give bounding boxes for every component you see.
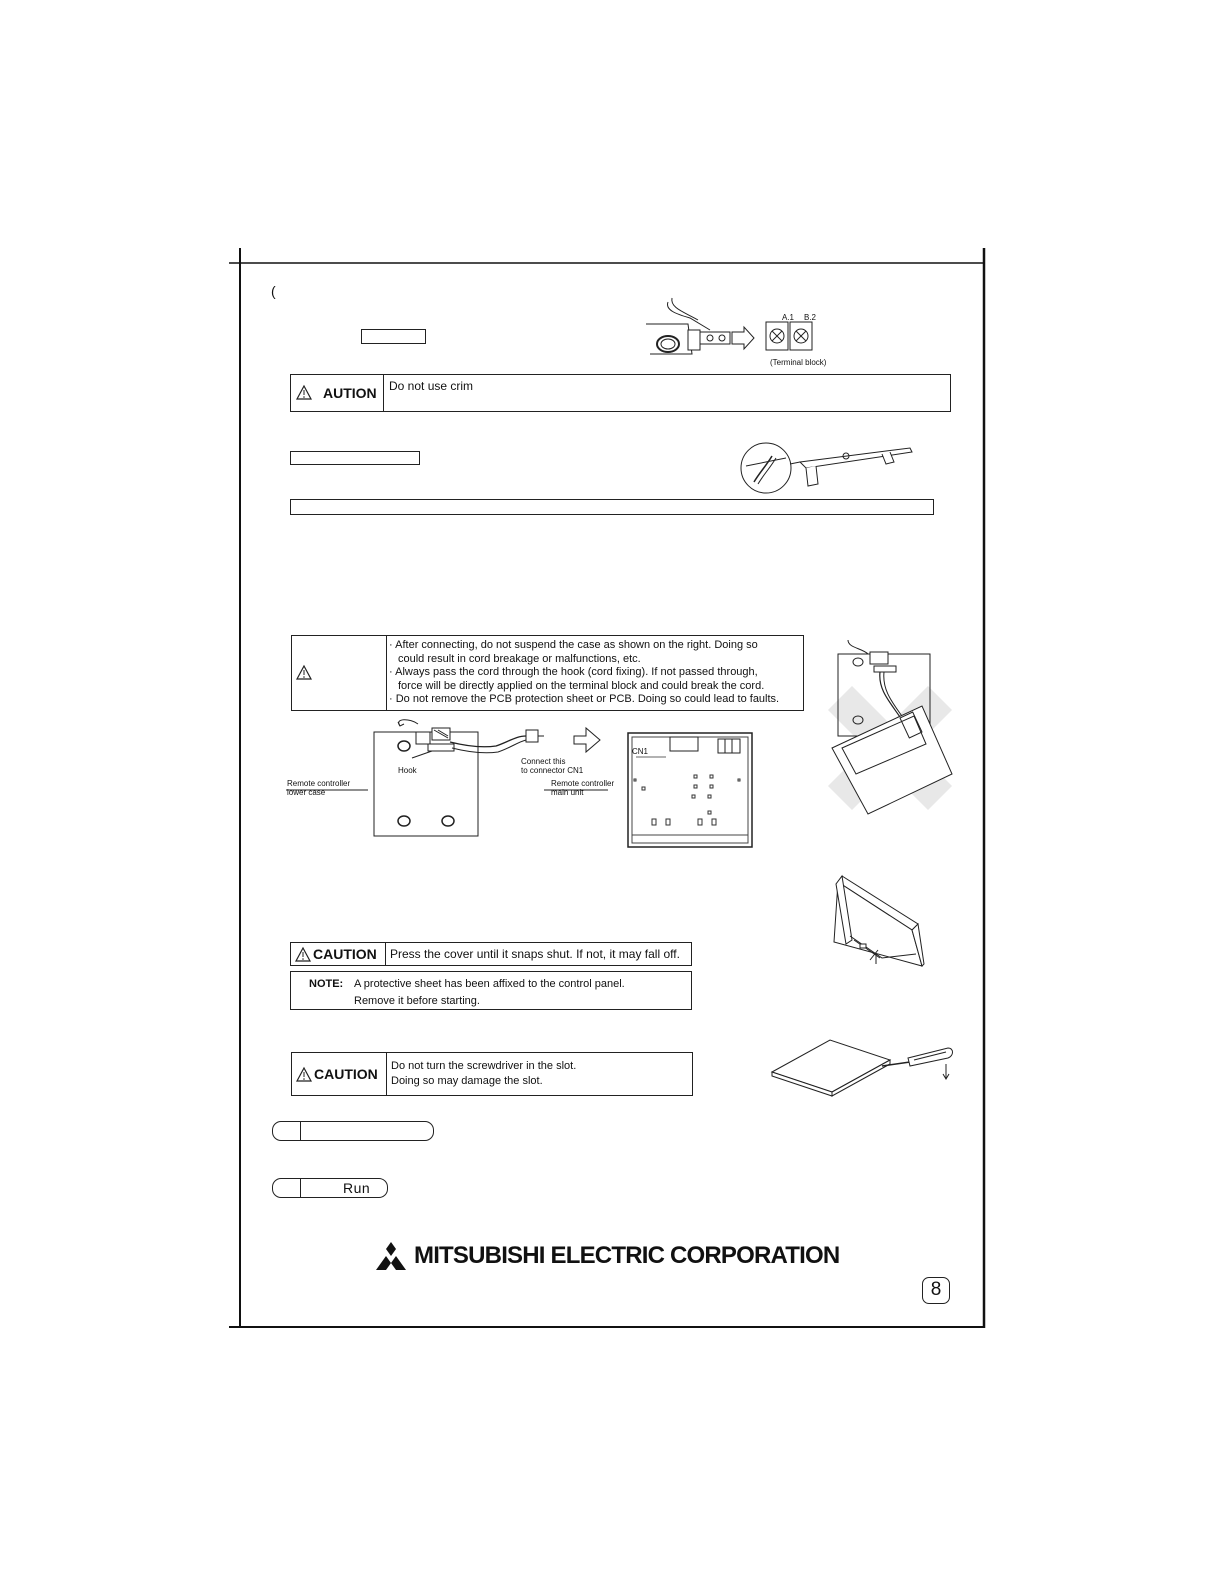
caution-box-cover — [290, 942, 692, 966]
mitsubishi-diamonds-icon — [374, 1242, 408, 1270]
caution-line2: Doing so may damage the slot. — [391, 1075, 543, 1087]
screwdriver-illustration — [770, 1038, 955, 1098]
note-box — [290, 971, 692, 1010]
note-line2: Remove it before starting. — [354, 995, 480, 1007]
terminal-block-caption: (Terminal block) — [770, 358, 827, 367]
caution-item-continuation: could result in cord breakage or malfunctions, etc. — [398, 652, 641, 665]
warning-triangle-icon — [296, 665, 312, 685]
company-logo — [374, 1241, 839, 1271]
main-unit-label-line2: main unit — [551, 788, 584, 797]
open-paren: ( — [271, 283, 276, 299]
caution-text: Press the cover until it snaps shut. If not, it may fall off. — [390, 947, 680, 961]
caution-label: CAUTION — [314, 1066, 378, 1082]
empty-wide-box — [290, 499, 934, 515]
note-label: NOTE: — [309, 978, 344, 990]
lower-case-label-line2: lower case — [287, 788, 326, 797]
caution-box-screwdriver — [291, 1052, 693, 1096]
empty-label-box — [290, 451, 420, 465]
connect-label-line1: Connect this — [521, 757, 566, 766]
caution-item-continuation: force will be directly applied on the terminal block and could break the cord. — [398, 679, 765, 692]
terminal-label-b: B.2 — [804, 313, 817, 322]
page-number: 8 — [922, 1277, 950, 1304]
section-pill — [272, 1121, 434, 1141]
run-pill — [272, 1178, 388, 1198]
cn1-label: CN1 — [632, 747, 649, 756]
caution-line1: Do not turn the screwdriver in the slot. — [391, 1060, 577, 1072]
run-label: Run — [343, 1180, 371, 1196]
connect-label-line2: to connector CN1 — [521, 766, 584, 775]
company-name: MITSUBISHI ELECTRIC CORPORATION — [414, 1242, 840, 1269]
do-not-suspend-illustration — [822, 640, 962, 825]
lower-case-label-line1: Remote controller — [287, 779, 351, 788]
terminal-label-a: A.1 — [782, 313, 795, 322]
caution-item: · After connecting, do not suspend the case as shown on the right. Doing so — [389, 639, 758, 651]
hook-label: Hook — [398, 766, 417, 775]
warning-triangle-icon — [295, 947, 311, 967]
warning-triangle-icon — [296, 385, 312, 405]
main-unit-label-line1: Remote controller — [551, 779, 615, 788]
warning-triangle-icon — [296, 1067, 312, 1087]
caution-item: · Always pass the cord through the hook (cord fixing). If not passed through, — [389, 666, 758, 678]
lower-case-diagram — [286, 718, 626, 838]
cover-illustration — [832, 874, 932, 972]
empty-label-box — [361, 329, 426, 344]
caution-box-connection — [291, 635, 804, 711]
note-line1: A protective sheet has been affixed to the control panel. — [354, 978, 625, 990]
caution-box-crimp — [290, 374, 951, 412]
hook-illustration — [740, 438, 920, 496]
caution-text: Do not use crim — [389, 379, 474, 393]
caution-label: CAUTION — [313, 946, 377, 962]
caution-item: · Do not remove the PCB protection sheet or PCB. Doing so could lead to faults. — [389, 693, 780, 705]
caution-label: AUTION — [323, 385, 377, 401]
